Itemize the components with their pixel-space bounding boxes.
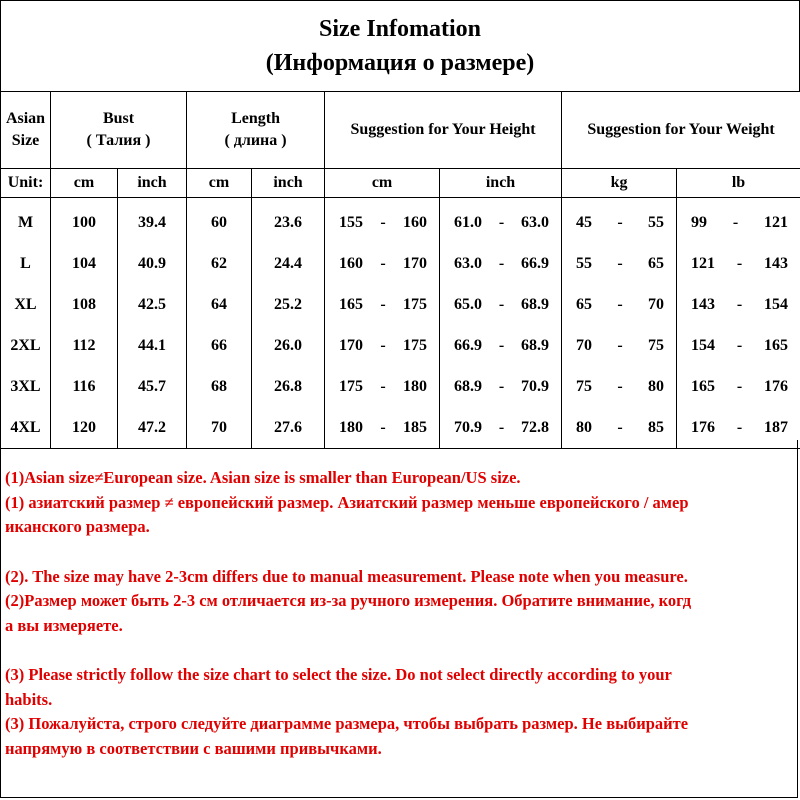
range-min: 75 [576,377,593,395]
range-dash: - [736,254,743,272]
range-min: 99 [691,213,708,231]
range-min: 160 [339,254,364,272]
table-row [1,243,800,284]
range-min: 70 [576,336,593,354]
range-max: 75 [648,336,665,354]
header-asian-size: Asian Size [1,92,51,169]
range-dash: - [617,295,623,313]
note-2-russian-cont: а вы измеряете. [5,615,123,635]
notes-box [0,440,798,798]
cell-len-cm: 70 [187,407,252,449]
unit-height-cm: cm [325,169,440,198]
range-dash: - [498,418,505,436]
note-2-russian: (2)Размер может быть 2-3 см отличается из-за ручного измерения. Обратите внимание, когд [5,591,692,610]
range-max: 165 [764,336,789,354]
cell-h-in-range [440,284,562,325]
header-row [1,92,800,169]
note-3-russian: (3) Пожалуйста, строго следуйте диаграмме размера, чтобы выбрать размер. Не выбирайте [5,714,689,733]
cell-len-in: 26.8 [252,366,325,407]
range-max: 65 [648,254,665,272]
range-dash: - [736,336,743,354]
title-box [0,0,800,91]
range-min: 45 [576,213,593,231]
range-min: 180 [339,418,364,436]
size-table [0,91,800,449]
range-max: 63.0 [521,213,550,231]
cell-kg-range [562,198,677,244]
range-max: 154 [764,295,789,313]
table-row [1,325,800,366]
unit-bust-inch: inch [118,169,187,198]
range-dash: - [617,213,623,231]
cell-len-in: 25.2 [252,284,325,325]
unit-weight-lb: lb [677,169,800,198]
range-dash: - [617,377,623,395]
range-dash: - [617,336,623,354]
note-3-english-cont: habits. [5,689,53,709]
range-min: 165 [339,295,364,313]
cell-len-cm: 66 [187,325,252,366]
cell-bust-cm: 120 [51,407,118,449]
range-max: 180 [403,377,428,395]
cell-len-cm: 64 [187,284,252,325]
range-min: 121 [691,254,716,272]
cell-h-cm-range [325,366,440,407]
range-min: 154 [691,336,716,354]
range-dash: - [498,213,505,231]
cell-len-cm: 68 [187,366,252,407]
header-length: Length ( длина ) [187,92,325,169]
unit-height-inch: inch [440,169,562,198]
table-row [1,366,800,407]
cell-bust-cm: 100 [51,198,118,244]
unit-length-inch: inch [252,169,325,198]
cell-size: 4XL [1,407,51,449]
range-max: 55 [648,213,665,231]
range-dash: - [617,418,623,436]
range-max: 187 [764,418,789,436]
cell-bust-in: 40.9 [118,243,187,284]
range-min: 55 [576,254,593,272]
range-min: 65 [576,295,593,313]
range-min: 175 [339,377,364,395]
note-3-english: (3) Please strictly follow the size chart to select the size. Do not select directly according to your [5,665,672,684]
cell-bust-in: 47.2 [118,407,187,449]
range-min: 63.0 [454,254,483,272]
unit-length-cm: cm [187,169,252,198]
header-weight: Suggestion for Your Weight [562,92,800,169]
cell-len-in: 23.6 [252,198,325,244]
cell-len-in: 26.0 [252,325,325,366]
range-max: 70 [648,295,665,313]
range-max: 68.9 [521,336,550,354]
cell-bust-cm: 116 [51,366,118,407]
range-dash: - [498,336,505,354]
cell-kg-range [562,284,677,325]
range-max: 170 [403,254,428,272]
range-max: 175 [403,336,428,354]
cell-bust-in: 39.4 [118,198,187,244]
range-max: 72.8 [521,418,550,436]
cell-size: M [1,198,51,244]
cell-size: XL [1,284,51,325]
range-max: 176 [764,377,789,395]
note-1-russian-cont: иканского размера. [5,517,150,536]
cell-len-cm: 62 [187,243,252,284]
range-max: 70.9 [521,377,550,395]
cell-h-in-range [440,198,562,244]
range-dash: - [380,295,386,313]
cell-size: 2XL [1,325,51,366]
unit-label: Unit: [1,169,51,198]
unit-weight-kg: kg [562,169,677,198]
cell-h-cm-range [325,243,440,284]
range-min: 170 [339,336,364,354]
cell-bust-in: 45.7 [118,366,187,407]
range-min: 80 [576,418,593,436]
range-dash: - [380,418,386,436]
range-max: 175 [403,295,428,313]
title-english: Size Infomation [319,16,481,42]
note-2-english: (2). The size may have 2-3cm differs due to manual measurement. Please note when you measure. [5,566,688,586]
unit-bust-cm: cm [51,169,118,198]
cell-len-cm: 60 [187,198,252,244]
range-min: 143 [691,295,716,313]
range-dash: - [380,377,386,395]
cell-lb-range [677,198,800,244]
cell-bust-in: 44.1 [118,325,187,366]
range-dash: - [498,295,505,313]
cell-kg-range [562,366,677,407]
range-max: 66.9 [521,254,550,272]
range-min: 65.0 [454,295,483,313]
note-1-english: (1)Asian size≠European size. Asian size is smaller than European/US size. [5,468,521,487]
cell-lb-range [677,366,800,407]
range-max: 143 [764,254,789,272]
cell-lb-range [677,284,800,325]
range-max: 121 [764,213,789,231]
cell-bust-cm: 104 [51,243,118,284]
range-min: 70.9 [454,418,483,436]
cell-h-cm-range [325,198,440,244]
cell-size: L [1,243,51,284]
range-dash: - [736,377,743,395]
header-height: Suggestion for Your Height [325,92,562,169]
cell-kg-range [562,325,677,366]
range-min: 155 [339,213,364,231]
table-row [1,284,800,325]
range-dash: - [736,418,743,436]
cell-size: 3XL [1,366,51,407]
range-max: 68.9 [521,295,550,313]
title-russian: (Информация о размере) [265,50,535,76]
range-max: 160 [403,213,428,231]
cell-h-cm-range [325,325,440,366]
range-dash: - [498,377,505,395]
table-row [1,198,800,244]
note-3-russian-cont: напрямую в соответствии с вашими привычками. [5,738,382,758]
cell-kg-range [562,243,677,284]
range-min: 66.9 [454,336,483,354]
range-dash: - [380,254,386,272]
cell-h-in-range [440,243,562,284]
cell-bust-in: 42.5 [118,284,187,325]
range-dash: - [498,254,505,272]
cell-len-in: 24.4 [252,243,325,284]
range-dash: - [732,213,739,231]
range-dash: - [380,213,386,231]
cell-h-cm-range [325,284,440,325]
cell-h-in-range [440,366,562,407]
note-1-russian: (1) азиатский размер ≠ европейский размер. Азиатский размер меньше европейского / амер [5,492,689,512]
cell-len-in: 27.6 [252,407,325,449]
range-min: 165 [691,377,716,395]
header-bust: Bust ( Талия ) [51,92,187,169]
cell-h-in-range [440,325,562,366]
cell-lb-range [677,243,800,284]
range-max: 185 [403,418,428,436]
range-dash: - [380,336,386,354]
cell-bust-cm: 112 [51,325,118,366]
range-min: 68.9 [454,377,483,395]
range-max: 80 [648,377,665,395]
range-min: 176 [691,418,716,436]
units-row [1,169,800,198]
range-dash: - [736,295,743,313]
cell-lb-range [677,325,800,366]
cell-bust-cm: 108 [51,284,118,325]
range-dash: - [617,254,623,272]
range-max: 85 [648,418,665,436]
range-min: 61.0 [454,213,483,231]
